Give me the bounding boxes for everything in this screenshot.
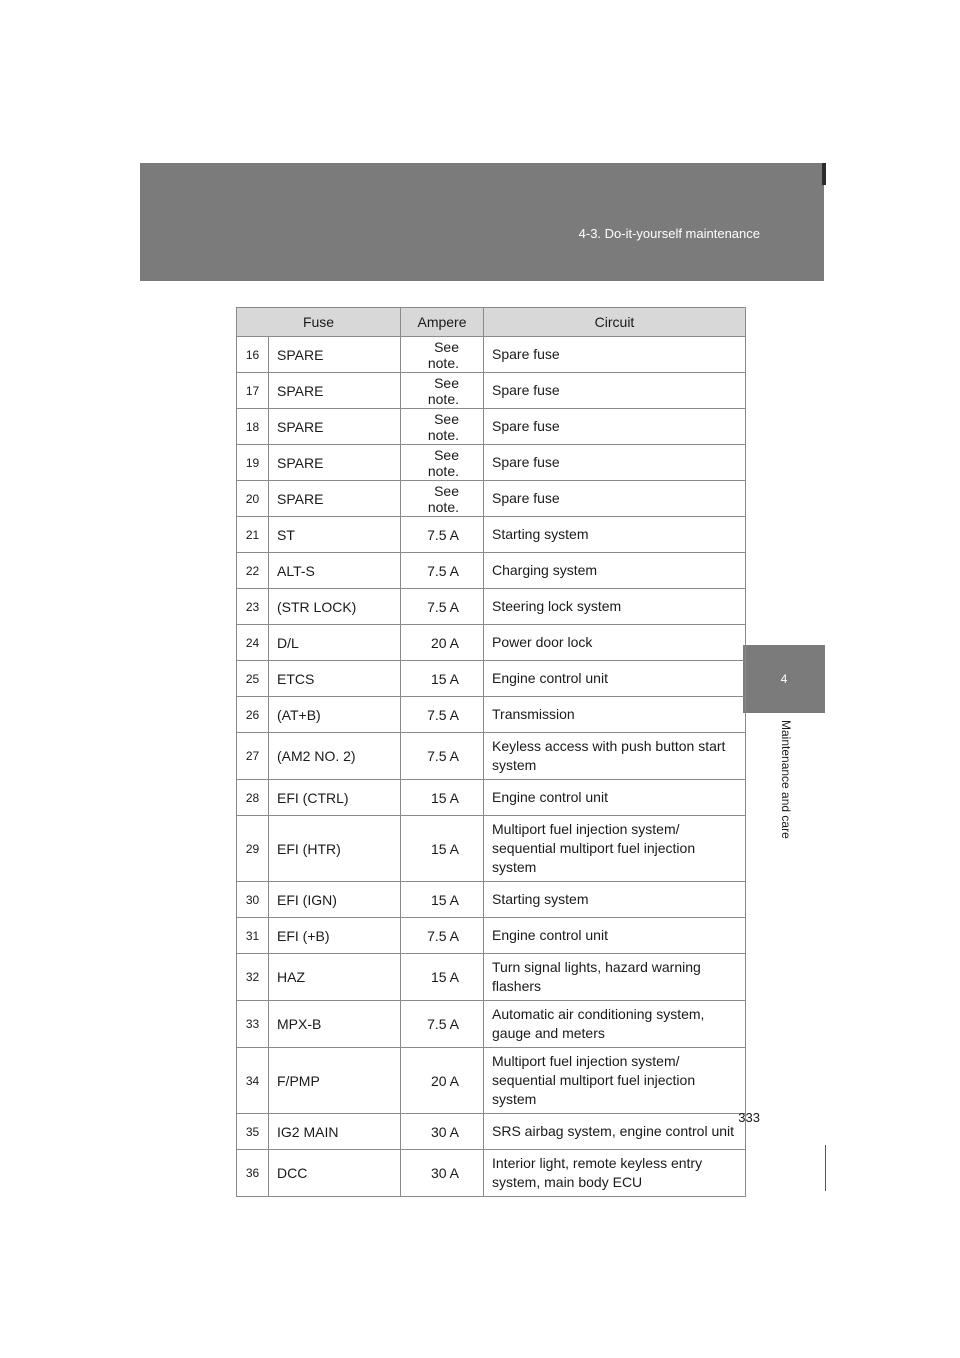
table-row — [237, 918, 746, 954]
ampere-cell: 15 A — [401, 661, 484, 697]
fuse-name-cell: (AM2 NO. 2) — [269, 733, 401, 780]
fuse-number-cell: 25 — [237, 661, 269, 697]
ampere-cell: See note. — [401, 481, 484, 517]
table-row — [237, 733, 746, 780]
section-title: 4-3. Do-it-yourself maintenance — [578, 226, 760, 241]
column-header-circuit: Circuit — [484, 308, 746, 337]
header-band — [140, 163, 824, 281]
table-row — [237, 816, 746, 882]
fuse-number-cell: 19 — [237, 445, 269, 481]
ampere-cell: 7.5 A — [401, 918, 484, 954]
ampere-cell: See note. — [401, 409, 484, 445]
ampere-cell: 15 A — [401, 780, 484, 816]
table-row — [237, 661, 746, 697]
circuit-cell: Automatic air conditioning system, gauge and meters — [484, 1001, 746, 1048]
circuit-cell: Starting system — [484, 882, 746, 918]
circuit-cell: Steering lock system — [484, 589, 746, 625]
circuit-cell: Engine control unit — [484, 661, 746, 697]
table-row — [237, 337, 746, 373]
fuse-number-cell: 35 — [237, 1114, 269, 1150]
fuse-number-cell: 36 — [237, 1150, 269, 1197]
ampere-cell: 15 A — [401, 816, 484, 882]
circuit-cell: Spare fuse — [484, 373, 746, 409]
fuse-name-cell: (AT+B) — [269, 697, 401, 733]
circuit-cell: Multiport fuel injection system/ sequential multiport fuel injection system — [484, 816, 746, 882]
fuse-number-cell: 17 — [237, 373, 269, 409]
fuse-number-cell: 21 — [237, 517, 269, 553]
fuse-name-cell: MPX-B — [269, 1001, 401, 1048]
fuse-number-cell: 29 — [237, 816, 269, 882]
ampere-cell: 15 A — [401, 954, 484, 1001]
circuit-cell: Multiport fuel injection system/ sequential multiport fuel injection system — [484, 1048, 746, 1114]
ampere-cell: 7.5 A — [401, 697, 484, 733]
ampere-cell: See note. — [401, 337, 484, 373]
fuse-number-cell: 23 — [237, 589, 269, 625]
column-header-ampere: Ampere — [401, 308, 484, 337]
ampere-cell: 7.5 A — [401, 733, 484, 780]
table-row — [237, 882, 746, 918]
fuse-number-cell: 24 — [237, 625, 269, 661]
circuit-cell: Starting system — [484, 517, 746, 553]
table-row — [237, 373, 746, 409]
circuit-cell: Spare fuse — [484, 337, 746, 373]
circuit-cell: Interior light, remote keyless entry system, main body ECU — [484, 1150, 746, 1197]
ampere-cell: 7.5 A — [401, 589, 484, 625]
table-row — [237, 625, 746, 661]
table-row — [237, 553, 746, 589]
circuit-cell: SRS airbag system, engine control unit — [484, 1114, 746, 1150]
table-row — [237, 697, 746, 733]
fuse-name-cell: EFI (+B) — [269, 918, 401, 954]
fuse-name-cell: IG2 MAIN — [269, 1114, 401, 1150]
fuse-number-cell: 26 — [237, 697, 269, 733]
ampere-cell: 7.5 A — [401, 1001, 484, 1048]
circuit-cell: Spare fuse — [484, 481, 746, 517]
table-row — [237, 1048, 746, 1114]
circuit-cell: Transmission — [484, 697, 746, 733]
fuse-name-cell: EFI (CTRL) — [269, 780, 401, 816]
ampere-cell: See note. — [401, 373, 484, 409]
fuse-name-cell: EFI (HTR) — [269, 816, 401, 882]
fuse-number-cell: 31 — [237, 918, 269, 954]
fuse-name-cell: (STR LOCK) — [269, 589, 401, 625]
fuse-name-cell: SPARE — [269, 337, 401, 373]
fuse-number-cell: 16 — [237, 337, 269, 373]
fuse-number-cell: 18 — [237, 409, 269, 445]
circuit-cell: Turn signal lights, hazard warning flashers — [484, 954, 746, 1001]
circuit-cell: Charging system — [484, 553, 746, 589]
fuse-name-cell: HAZ — [269, 954, 401, 1001]
table-row — [237, 409, 746, 445]
ampere-cell: 15 A — [401, 882, 484, 918]
fuse-number-cell: 30 — [237, 882, 269, 918]
fuse-name-cell: SPARE — [269, 409, 401, 445]
fuse-name-cell: SPARE — [269, 373, 401, 409]
ampere-cell: 20 A — [401, 625, 484, 661]
fuse-name-cell: D/L — [269, 625, 401, 661]
table-row — [237, 481, 746, 517]
table-row — [237, 589, 746, 625]
ampere-cell: 30 A — [401, 1150, 484, 1197]
circuit-cell: Engine control unit — [484, 918, 746, 954]
fuse-name-cell: ALT-S — [269, 553, 401, 589]
fuse-number-cell: 33 — [237, 1001, 269, 1048]
circuit-cell: Keyless access with push button start system — [484, 733, 746, 780]
fuse-number-cell: 28 — [237, 780, 269, 816]
fuse-number-cell: 27 — [237, 733, 269, 780]
fuse-name-cell: ETCS — [269, 661, 401, 697]
table-row — [237, 517, 746, 553]
ampere-cell: 20 A — [401, 1048, 484, 1114]
fuse-name-cell: DCC — [269, 1150, 401, 1197]
ampere-cell: 7.5 A — [401, 553, 484, 589]
table-row — [237, 445, 746, 481]
table-header-row — [237, 308, 746, 337]
ampere-cell: 30 A — [401, 1114, 484, 1150]
table-row — [237, 1114, 746, 1150]
circuit-cell: Power door lock — [484, 625, 746, 661]
fuse-name-cell: EFI (IGN) — [269, 882, 401, 918]
table-row — [237, 1150, 746, 1197]
fuse-table — [236, 307, 746, 1197]
fuse-name-cell: SPARE — [269, 481, 401, 517]
column-header-fuse: Fuse — [237, 308, 401, 337]
fuse-number-cell: 32 — [237, 954, 269, 1001]
chapter-tab-label: Maintenance and care — [779, 720, 793, 839]
fuse-number-cell: 20 — [237, 481, 269, 517]
circuit-cell: Spare fuse — [484, 409, 746, 445]
fuse-name-cell: SPARE — [269, 445, 401, 481]
header-corner-mark — [822, 163, 826, 185]
fuse-name-cell: F/PMP — [269, 1048, 401, 1114]
fuse-name-cell: ST — [269, 517, 401, 553]
fuse-number-cell: 34 — [237, 1048, 269, 1114]
ampere-cell: See note. — [401, 445, 484, 481]
crop-mark — [825, 1145, 826, 1191]
circuit-cell: Spare fuse — [484, 445, 746, 481]
circuit-cell: Engine control unit — [484, 780, 746, 816]
table-row — [237, 954, 746, 1001]
table-row — [237, 780, 746, 816]
table-row — [237, 1001, 746, 1048]
ampere-cell: 7.5 A — [401, 517, 484, 553]
page-number: 333 — [738, 1110, 760, 1125]
chapter-tab-number: 4 — [743, 645, 825, 713]
fuse-number-cell: 22 — [237, 553, 269, 589]
